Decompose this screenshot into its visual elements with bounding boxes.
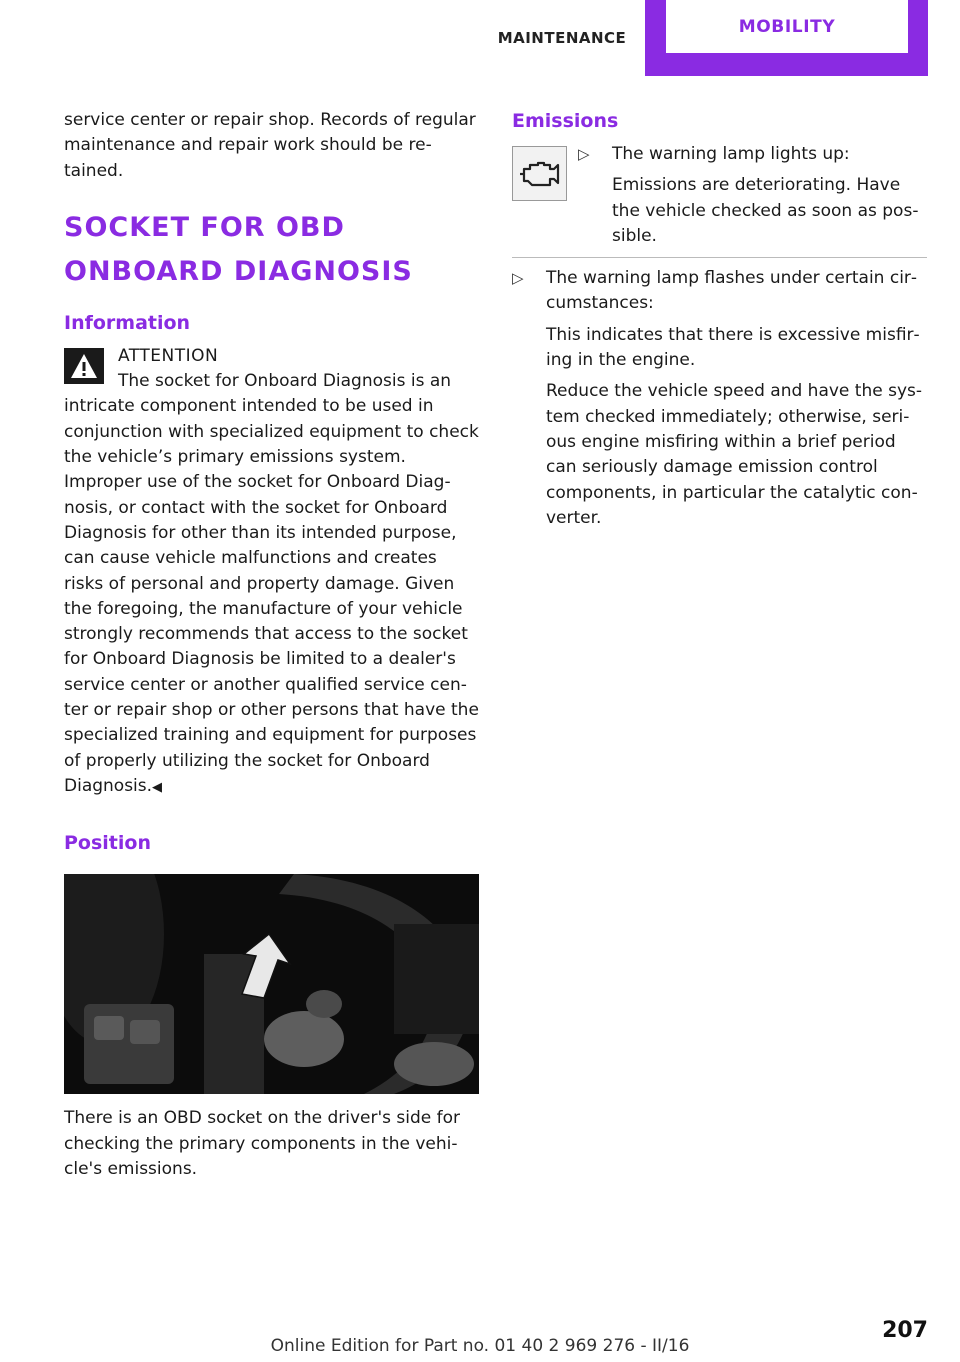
bullet-item-1 xyxy=(578,142,927,249)
bullet-marker: ▷ xyxy=(512,269,524,288)
section-header-maintenance: MAINTENANCE xyxy=(497,29,627,47)
bullet-marker: ▷ xyxy=(578,145,590,163)
page-number: 207 xyxy=(882,1318,928,1343)
engine-warning-lamp-icon xyxy=(512,146,567,201)
item1-lead: The warning lamp lights up: xyxy=(612,144,850,164)
item2-lead: The warning lamp flashes under certain circumstances: xyxy=(546,268,918,314)
obd-socket-photo xyxy=(64,874,479,1094)
item1-text: Emissions are deteriorating. Have the vehicle checked as soon as possible. xyxy=(612,175,919,246)
emissions-item-1 xyxy=(512,142,927,249)
chapter-tab xyxy=(645,0,928,76)
intro-paragraph: service center or repair shop. Records of regular maintenance and repair work should be retained. xyxy=(64,110,476,181)
photo-caption: There is an OBD socket on the driver's side for checking the primary components in the vehicle's emissions. xyxy=(64,1108,461,1179)
attention-block xyxy=(64,344,479,800)
item2-text-2: Reduce the vehicle speed and have the system checked immediately; otherwise, serious engine misfiring within a brief period can seriously damage emission control components, in particular the catalytic converter. xyxy=(546,381,923,528)
emissions-heading: Emissions xyxy=(512,110,619,132)
attention-text xyxy=(64,369,479,800)
attention-body: The socket for Onboard Diagnosis is an intricate component intended to be used in conjunction with specialized equipment to check the vehicle’s primary emissions system. Improper use of the socket for Onboard Diagnosis, or contact with the socket for Onboard Diagnosis for other than its intended purpose, can cause vehicle malfunctions and creates risks of personal and property damage. Given the foregoing, the manufacture of your vehicle strongly recommends that access to the socket for Onboard Diagnosis be limited to a dealer's service center or another qualified service center or repair shop or other persons that have the specialized training and equipment for purposes of properly utilizing the socket for Onboard Diagnosis. xyxy=(64,371,479,796)
end-mark: ◀ xyxy=(152,779,163,795)
item2-text-1: This indicates that there is excessive misfiring in the engine. xyxy=(546,324,920,371)
divider xyxy=(512,257,927,258)
attention-title: ATTENTION xyxy=(118,345,219,366)
warning-triangle-icon xyxy=(64,348,104,384)
chapter-tab-label: MOBILITY xyxy=(666,0,908,53)
position-heading: Position xyxy=(64,832,151,855)
section-title: SOCKET FOR OBD ONBOARD DIAGNOSIS xyxy=(64,211,413,287)
bullet-item-2 xyxy=(512,266,927,531)
information-heading: Information xyxy=(64,311,191,334)
left-column xyxy=(64,108,479,1182)
right-column xyxy=(512,108,927,531)
footer-edition: Online Edition for Part no. 01 40 2 969 276 - II/16 xyxy=(270,1336,690,1356)
